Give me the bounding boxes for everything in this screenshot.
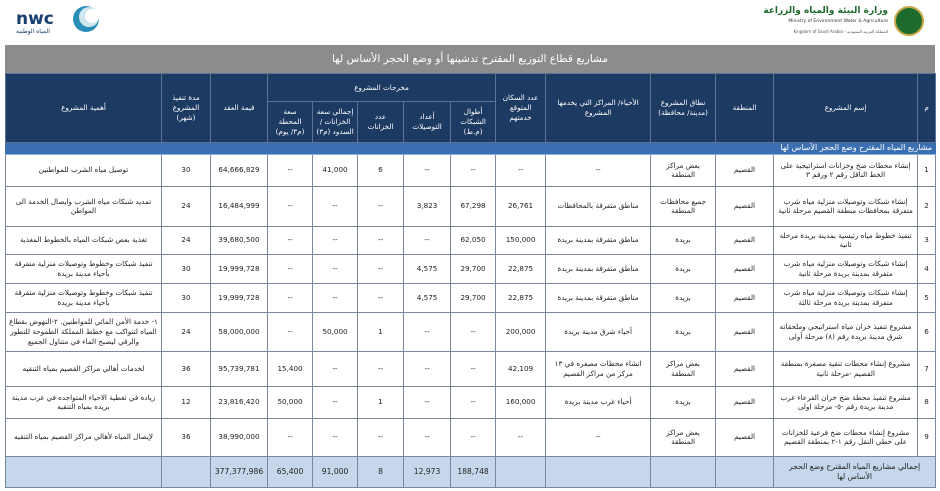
cell-tank-capacity: -- bbox=[313, 254, 358, 283]
cell-tanks: -- bbox=[358, 254, 404, 283]
cell-importance: تنفيذ شبكات وخطوط وتوصيلات منزلية متفرقة بأحياء مدينة بريدة bbox=[6, 254, 162, 283]
col-header-tanks: عدد الخزانات bbox=[358, 102, 404, 143]
cell-network-length: 62,050 bbox=[451, 226, 496, 254]
cell-name: تنفيذ خطوط مياه رئيسية بمدينة بريدة مرحلة ثانية bbox=[774, 226, 918, 254]
total-connections: 12,973 bbox=[404, 456, 451, 487]
nwc-logo bbox=[14, 4, 104, 38]
total-empty-importance bbox=[6, 456, 162, 487]
cell-connections: 4,575 bbox=[404, 283, 451, 312]
cell-importance: تمديد شبكات مياه الشرب وايصال الخدمة الى المواطن bbox=[6, 186, 162, 226]
cell-population: 160,000 bbox=[496, 386, 546, 418]
nwc-logo-arabic-text: المياه الوطنية bbox=[16, 28, 50, 35]
cell-index: 3 bbox=[918, 226, 936, 254]
page-title: مشاريع قطاع التوزيع المقترح تدشينها أو وضع الحجر الأساس لها bbox=[331, 53, 609, 65]
col-header-station-capacity: سعة المحطة (م٣/ يوم) bbox=[268, 102, 313, 143]
cell-name: مشروع تنفيذ خزان مياه استراتيجي وملحقاته شرق مدينة بريدة رقم (٨) مرحلة أولى bbox=[774, 312, 918, 351]
table-row bbox=[6, 418, 936, 456]
section-label: مشاريع المياه المقترح وضع الحجر الأساس لها bbox=[6, 143, 936, 155]
cell-duration: 36 bbox=[162, 351, 211, 386]
col-header-tank-capacity: إجمالي سعة الخزانات /السدود (م٣) bbox=[313, 102, 358, 143]
ministry-emblem-icon bbox=[894, 6, 924, 36]
total-tank-capacity: 91,000 bbox=[313, 456, 358, 487]
cell-population: 200,000 bbox=[496, 312, 546, 351]
cell-tank-capacity: -- bbox=[313, 386, 358, 418]
cell-scope: بريدة bbox=[651, 283, 716, 312]
cell-region: القصيم bbox=[716, 226, 774, 254]
cell-region: القصيم bbox=[716, 351, 774, 386]
projects-table bbox=[5, 73, 936, 488]
cell-population: -- bbox=[496, 154, 546, 186]
cell-index: 8 bbox=[918, 386, 936, 418]
cell-scope: بعض مراكز المنطقة bbox=[651, 351, 716, 386]
total-row bbox=[6, 456, 936, 487]
cell-index: 1 bbox=[918, 154, 936, 186]
table-row bbox=[6, 254, 936, 283]
cell-network-length: -- bbox=[451, 312, 496, 351]
cell-station-capacity: -- bbox=[268, 418, 313, 456]
cell-region: القصيم bbox=[716, 386, 774, 418]
cell-name: مشروع إنشاء محطات ضخ فرعية للخزانات على خطي النقل رقم ١-٢ بمنطقة القصيم bbox=[774, 418, 918, 456]
col-header-scope: نطاق المشروع (مدينة/ محافظة) bbox=[651, 74, 716, 143]
cell-index: 4 bbox=[918, 254, 936, 283]
cell-region: القصيم bbox=[716, 312, 774, 351]
page-title-bar bbox=[5, 45, 935, 73]
cell-tank-capacity: -- bbox=[313, 418, 358, 456]
cell-importance: لإيصال المياه لأهالي مراكز القصيم بمياه التنقيه bbox=[6, 418, 162, 456]
total-empty-districts bbox=[546, 456, 651, 487]
cell-connections: -- bbox=[404, 312, 451, 351]
cell-tanks: -- bbox=[358, 226, 404, 254]
cell-scope: بعض مراكز المنطقة bbox=[651, 418, 716, 456]
cell-network-length: 67,298 bbox=[451, 186, 496, 226]
cell-station-capacity: -- bbox=[268, 154, 313, 186]
cell-districts: أحياء غرب مدينة بريدة bbox=[546, 386, 651, 418]
cell-contract-value: 19,999,728 bbox=[211, 254, 268, 283]
cell-name: إنشاء شبكات وتوصيلات منزلية مياه شرب متفرقة بمدينة بريدة مرحلة ثالثة bbox=[774, 283, 918, 312]
cell-contract-value: 19,999,728 bbox=[211, 283, 268, 312]
cell-districts: انشاء محطات مصغره في ١٣ مركز من مراكز القصيم bbox=[546, 351, 651, 386]
cell-contract-value: 23,816,420 bbox=[211, 386, 268, 418]
col-header-duration: مدة تنفيذ المشروع (شهر) bbox=[162, 74, 211, 143]
cell-duration: 24 bbox=[162, 186, 211, 226]
cell-station-capacity: -- bbox=[268, 283, 313, 312]
cell-name: مشروع إنشاء محطات تنقية مصغرة بمنطقة القصيم -مرحلة ثانية bbox=[774, 351, 918, 386]
cell-station-capacity: -- bbox=[268, 312, 313, 351]
cell-network-length: 29,700 bbox=[451, 254, 496, 283]
cell-districts: مناطق متفرقة بمدينة بريدة bbox=[546, 254, 651, 283]
cell-name: مشروع تنفيذ محطة ضخ خزان القرعاء غرب مدينة بريدة رقم -٥- مرحلة اولى bbox=[774, 386, 918, 418]
svg-text:nwc: nwc bbox=[16, 9, 54, 29]
col-header-name: إسم المشروع bbox=[774, 74, 918, 143]
cell-population: 150,000 bbox=[496, 226, 546, 254]
total-empty-scope bbox=[651, 456, 716, 487]
total-empty-population bbox=[496, 456, 546, 487]
cell-scope: بريدة bbox=[651, 386, 716, 418]
cell-connections: 4,575 bbox=[404, 254, 451, 283]
cell-tanks: -- bbox=[358, 418, 404, 456]
cell-region: القصيم bbox=[716, 254, 774, 283]
cell-duration: 36 bbox=[162, 418, 211, 456]
table-row bbox=[6, 386, 936, 418]
ministry-logo bbox=[738, 4, 928, 40]
col-header-districts: الأحياء/ المراكز التي يخدمها المشروع bbox=[546, 74, 651, 143]
cell-contract-value: 16,484,999 bbox=[211, 186, 268, 226]
table-row bbox=[6, 351, 936, 386]
cell-region: القصيم bbox=[716, 283, 774, 312]
cell-importance: تنفيذ شبكات وخطوط وتوصيلات منزلية متفرقة بأحياء مدينة بريدة bbox=[6, 283, 162, 312]
cell-districts: أحياء شرق مدينة بريدة bbox=[546, 312, 651, 351]
cell-station-capacity: 50,000 bbox=[268, 386, 313, 418]
cell-population: 26,761 bbox=[496, 186, 546, 226]
cell-tank-capacity: 50,000 bbox=[313, 312, 358, 351]
ministry-subtitle: Kingdom of Saudi Arabia - المملكة العربية السعودية bbox=[793, 29, 888, 34]
col-header-outputs-group: مخرجات المشروع bbox=[268, 74, 496, 102]
cell-importance: توصيل مياه الشرب للمواطنين bbox=[6, 154, 162, 186]
cell-districts: مناطق متفرقة بالمحافظات bbox=[546, 186, 651, 226]
cell-duration: 30 bbox=[162, 283, 211, 312]
cell-tanks: -- bbox=[358, 186, 404, 226]
table-row bbox=[6, 186, 936, 226]
col-header-connections: أعداد التوصيلات bbox=[404, 102, 451, 143]
cell-station-capacity: 15,400 bbox=[268, 351, 313, 386]
cell-population: 22,875 bbox=[496, 254, 546, 283]
cell-tanks: 6 bbox=[358, 154, 404, 186]
cell-contract-value: 39,680,500 bbox=[211, 226, 268, 254]
cell-index: 2 bbox=[918, 186, 936, 226]
cell-duration: 24 bbox=[162, 226, 211, 254]
cell-contract-value: 64,666,829 bbox=[211, 154, 268, 186]
col-header-contract-value: قيمة العقد bbox=[211, 74, 268, 143]
cell-districts: -- bbox=[546, 154, 651, 186]
col-header-network-length: أطوال الشبكات (م.ط) bbox=[451, 102, 496, 143]
cell-importance: تغذية بعض شبكات المياه بالخطوط المغذية bbox=[6, 226, 162, 254]
col-header-importance: أهمية المشروع bbox=[6, 74, 162, 143]
cell-tank-capacity: -- bbox=[313, 186, 358, 226]
cell-index: 7 bbox=[918, 351, 936, 386]
ministry-name-en: Ministry of Environment Water & Agriculture bbox=[788, 19, 888, 24]
cell-contract-value: 38,990,000 bbox=[211, 418, 268, 456]
total-station-capacity: 65,400 bbox=[268, 456, 313, 487]
cell-name: إنشاء شبكات وتوصيلات منزلية مياه شرب متفرقة بمدينة بريدة مرحلة ثانية bbox=[774, 254, 918, 283]
cell-tank-capacity: 41,000 bbox=[313, 154, 358, 186]
cell-connections: -- bbox=[404, 351, 451, 386]
col-header-region: المنطقة bbox=[716, 74, 774, 143]
cell-tank-capacity: -- bbox=[313, 283, 358, 312]
cell-population: -- bbox=[496, 418, 546, 456]
cell-importance: لخدمات أهالي مراكز القصيم بمياه التنقيه bbox=[6, 351, 162, 386]
cell-network-length: -- bbox=[451, 386, 496, 418]
col-header-index: م bbox=[918, 74, 936, 143]
cell-connections: -- bbox=[404, 154, 451, 186]
cell-region: القصيم bbox=[716, 418, 774, 456]
cell-network-length: 29,700 bbox=[451, 283, 496, 312]
cell-connections: -- bbox=[404, 418, 451, 456]
cell-tanks: -- bbox=[358, 351, 404, 386]
table-row bbox=[6, 154, 936, 186]
cell-districts: مناطق متفرقة بمدينة بريدة bbox=[546, 226, 651, 254]
cell-population: 42,109 bbox=[496, 351, 546, 386]
total-contract-value: 377,377,986 bbox=[211, 456, 268, 487]
cell-scope: بريدة bbox=[651, 226, 716, 254]
total-empty-region bbox=[716, 456, 774, 487]
cell-tanks: 1 bbox=[358, 312, 404, 351]
cell-station-capacity: -- bbox=[268, 226, 313, 254]
total-network-length: 188,748 bbox=[451, 456, 496, 487]
cell-population: 22,875 bbox=[496, 283, 546, 312]
cell-tank-capacity: -- bbox=[313, 226, 358, 254]
total-tanks: 8 bbox=[358, 456, 404, 487]
section-row bbox=[6, 143, 936, 155]
cell-districts: مناطق متفرقة بمدينة بريدة bbox=[546, 283, 651, 312]
cell-network-length: -- bbox=[451, 418, 496, 456]
cell-connections: -- bbox=[404, 226, 451, 254]
total-label: إجمالي مشاريع المياه المقترح وضع الحجر الأساس لها bbox=[774, 456, 936, 487]
cell-network-length: -- bbox=[451, 154, 496, 186]
total-empty-duration bbox=[162, 456, 211, 487]
cell-network-length: -- bbox=[451, 351, 496, 386]
cell-connections: -- bbox=[404, 386, 451, 418]
table-row bbox=[6, 283, 936, 312]
col-header-population: عدد السكان المتوقع خدمتهم bbox=[496, 74, 546, 143]
cell-contract-value: 58,000,000 bbox=[211, 312, 268, 351]
cell-station-capacity: -- bbox=[268, 186, 313, 226]
cell-importance: ١- خدمة الأمن المائي للمواطنين. ٢-النهوض بقطاع المياه لتتواكب مع خطط المملكة الطموحة للتطور والرقي ليصبح الماء في متناول الجميع bbox=[6, 312, 162, 351]
cell-index: 6 bbox=[918, 312, 936, 351]
cell-tanks: -- bbox=[358, 283, 404, 312]
cell-scope: جميع محافظات المنطقة bbox=[651, 186, 716, 226]
cell-duration: 12 bbox=[162, 386, 211, 418]
cell-region: القصيم bbox=[716, 154, 774, 186]
cell-name: إنشاء محطات ضخ وخزانات استراتيجية على الخط الناقل رقم ٢ ورقم ٣ bbox=[774, 154, 918, 186]
cell-duration: 24 bbox=[162, 312, 211, 351]
cell-station-capacity: -- bbox=[268, 254, 313, 283]
ministry-name-ar: وزارة البيئة والمياه والزراعة bbox=[763, 6, 888, 16]
cell-index: 9 bbox=[918, 418, 936, 456]
cell-duration: 30 bbox=[162, 254, 211, 283]
cell-tanks: 1 bbox=[358, 386, 404, 418]
cell-scope: بعض مراكز المنطقة bbox=[651, 154, 716, 186]
cell-duration: 30 bbox=[162, 154, 211, 186]
cell-connections: 3,823 bbox=[404, 186, 451, 226]
table-row bbox=[6, 226, 936, 254]
cell-scope: بريدة bbox=[651, 312, 716, 351]
cell-scope: بريدة bbox=[651, 254, 716, 283]
cell-contract-value: 95,739,781 bbox=[211, 351, 268, 386]
cell-importance: زياده في تغطية الاحياء المتواجده في غرب مدينة بريده بمياه التنقيه bbox=[6, 386, 162, 418]
cell-tank-capacity: -- bbox=[313, 351, 358, 386]
cell-index: 5 bbox=[918, 283, 936, 312]
table-row bbox=[6, 312, 936, 351]
cell-districts: -- bbox=[546, 418, 651, 456]
cell-name: إنشاء شبكات وتوصيلات منزلية مياه شرب متفرقة بمحافظات منطقة القصيم مرحلة ثانية bbox=[774, 186, 918, 226]
cell-region: القصيم bbox=[716, 186, 774, 226]
